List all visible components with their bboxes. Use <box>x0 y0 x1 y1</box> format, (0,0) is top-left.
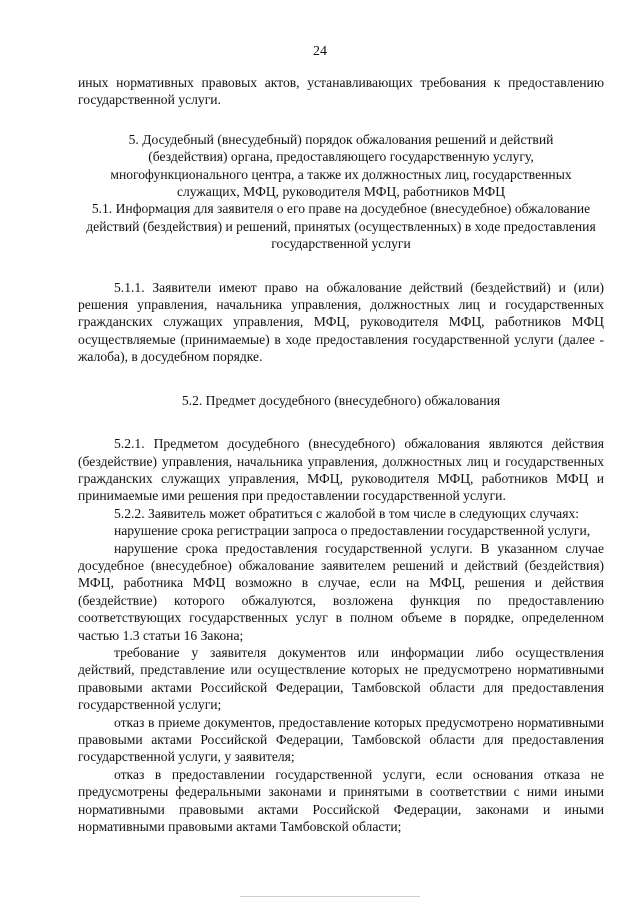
continuation-paragraph: иных нормативных правовых актов, устанавливающих требования к предоставлению государственной услуги. <box>78 75 604 108</box>
case-registration-delay: нарушение срока регистрации запроса о предоставлении государственной услуги, <box>114 523 591 539</box>
paragraph-5-2-2: 5.2.2. Заявитель может обратиться с жалобой в том числе в следующих случаях: <box>114 505 580 521</box>
page-number: 24 <box>313 44 327 59</box>
section-5-heading: 5. Досудебный (внесудебный) порядок обжалования решений и действий (бездействия) органа, предоставляющего государственную услугу, многофункционального центра, а также их должностных лиц, государственных служащих, МФЦ, руководителя МФЦ, работников МФЦ <box>110 131 572 200</box>
section-5-1-heading: 5.1. Информация для заявителя о его праве на досудебное (внесудебное) обжалование действий (бездействия) и решений, принятых (осуществленных) в ходе предоставления государственной услуги <box>86 201 596 252</box>
scan-edge-line <box>240 896 420 897</box>
section-5-2-heading: 5.2. Предмет досудебного (внесудебного) обжалования <box>181 392 501 408</box>
document-body <box>78 74 604 835</box>
case-service-delay: нарушение срока предоставления государственной услуги. В указанном случае досудебное (внесудебное) обжалование заявителем решений и действий (бездействия) МФЦ, работника МФЦ возможно в случае, если на МФЦ, решения и действия (бездействие) которого обжалуются, возложена функция по предоставлению соответствующих государственных услуг в полном объеме в порядке, определенном частью 1.3 статьи 16 Закона; <box>78 540 604 643</box>
case-refusal-service: отказ в предоставлении государственной услуги, если основания отказа не предусмотрены федеральными законами и принятыми в соответствии с ними иными нормативными правовыми актами Российской Федерации, законами и иными нормативными правовыми актами Тамбовской области; <box>78 766 604 835</box>
case-extra-documents: требование у заявителя документов или информации либо осуществления действий, представление или осуществление которых не предусмотрено нормативными правовыми актами Российской Федерации, Тамбовской области для предоставления государственной услуги; <box>78 644 604 713</box>
paragraph-5-2-1: 5.2.1. Предметом досудебного (внесудебного) обжалования являются действия (бездействие) управления, начальника управления, должностных лиц и государственных гражданских служащих управления, МФЦ, руководителя МФЦ, работников МФЦ и принимаемые ими решения при предоставлении государственной услуги. <box>78 436 604 504</box>
paragraph-5-1-1: 5.1.1. Заявители имеют право на обжалование действий (бездействий) и (или) решения управления, начальника управления, должностных лиц и государственных гражданских служащих управления, МФЦ, руководителя МФЦ, работников МФЦ осуществляемые (принимаемые) в ходе предоставления государственной услуги (далее - жалоба), в досудебном порядке. <box>78 279 604 365</box>
case-refusal-acceptance: отказ в приеме документов, предоставление которых предусмотрено нормативными правовыми актами Российской Федерации, Тамбовской области для предоставления государственной услуги, у заявителя; <box>78 714 604 765</box>
